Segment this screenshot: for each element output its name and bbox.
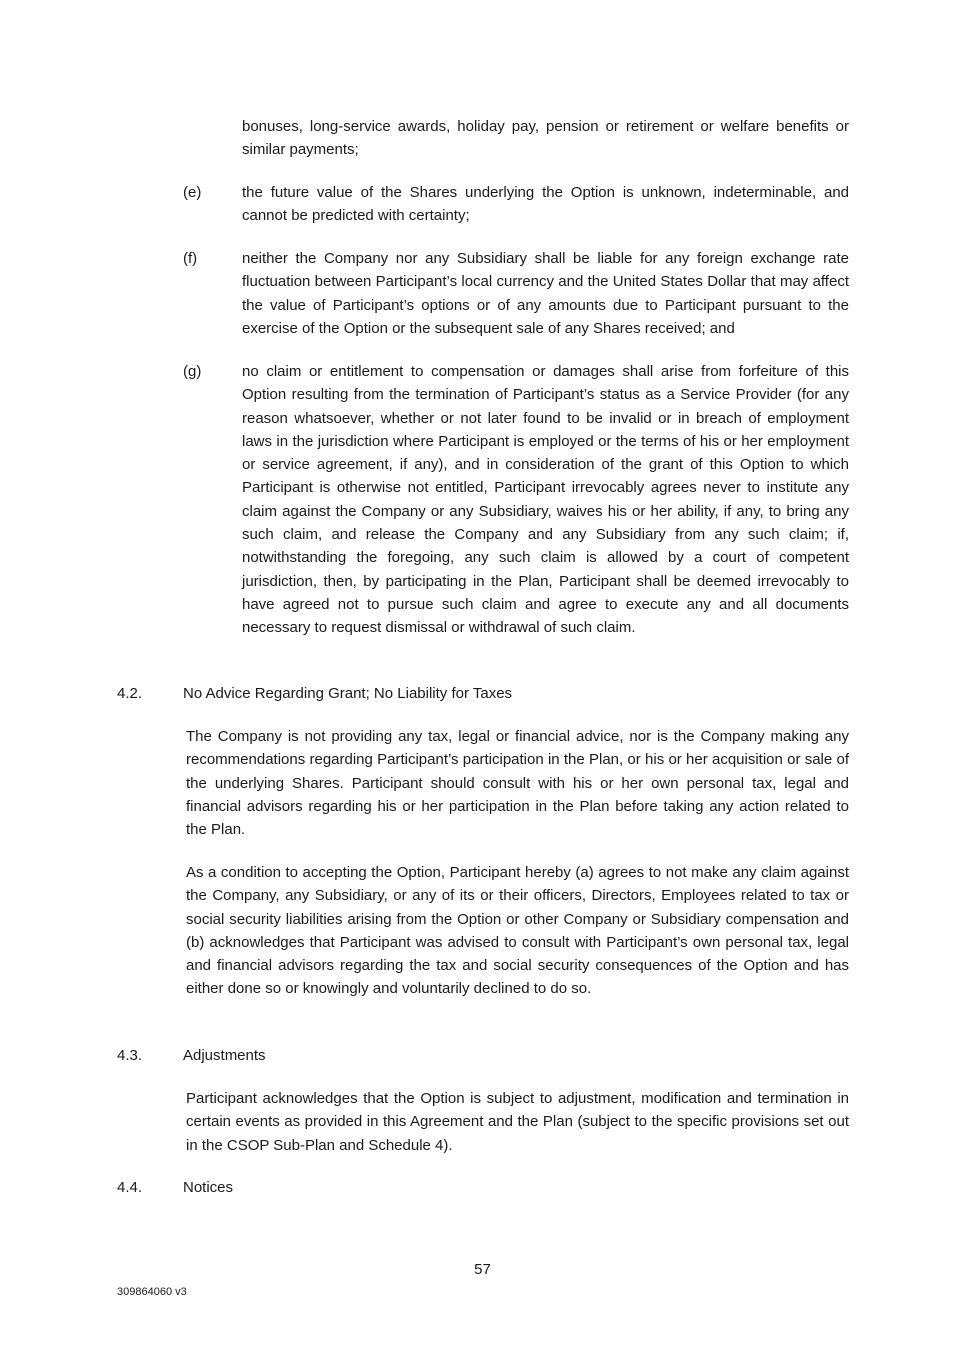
- section-title-4-2: No Advice Regarding Grant; No Liability for Taxes: [183, 685, 513, 702]
- page-number: 57: [474, 1261, 491, 1278]
- section-number-4-2: 4.2.: [117, 685, 143, 702]
- continuation-paragraph: bonuses, long-service awards, holiday pay, pension or retirement or welfare benefits or similar payments;: [242, 118, 849, 159]
- section-number-4-3: 4.3.: [117, 1047, 143, 1064]
- item-text-f: neither the Company nor any Subsidiary shall be liable for any foreign exchange rate fluctuation between Participant’s local currency and the United States Dollar that may affect the value of Participant’s options or of any amounts due to Participant pursuant to the exercise of the Option or the subsequent sale of any Shares received; and: [242, 250, 849, 337]
- item-marker-g: (g): [183, 363, 202, 380]
- item-text-e: the future value of the Shares underlying the Option is unknown, indeterminable, and cannot be predicted with certainty;: [242, 184, 849, 225]
- section-4-2-paragraph-1: The Company is not providing any tax, legal or financial advice, nor is the Company making any recommendations regarding Participant’s participation in the Plan, or his or her acquisition or sale of the underlying Shares. Participant should consult with his or her own personal tax, legal and financial advisors regarding his or her participation in the Plan before taking any action related to the Plan.: [186, 728, 849, 839]
- section-4-2-paragraph-2: As a condition to accepting the Option, Participant hereby (a) agrees to not make any claim against the Company, any Subsidiary, or any of its or their officers, Directors, Employees related to tax or social security liabilities arising from the Option or other Company or Subsidiary compensation and (b) acknowledges that Participant was advised to consult with Participant’s own personal tax, legal and financial advisors regarding the tax and social security consequences of the Option and has either done so or knowingly and voluntarily declined to do so.: [186, 864, 849, 998]
- section-title-4-4: Notices: [183, 1179, 234, 1196]
- item-marker-e: (e): [183, 184, 202, 201]
- section-title-4-3: Adjustments: [183, 1047, 266, 1064]
- item-marker-f: (f): [183, 250, 198, 267]
- section-4-3-paragraph-1: Participant acknowledges that the Option is subject to adjustment, modification and termination in certain events as provided in this Agreement and the Plan (subject to the specific provisions set out in the CSOP Sub-Plan and Schedule 4).: [186, 1090, 849, 1154]
- item-text-g: no claim or entitlement to compensation or damages shall arise from forfeiture of this Option resulting from the termination of Participant’s status as a Service Provider (for any reason whatsoever, whether or not later found to be invalid or in breach of employment laws in the jurisdiction where Participant is employed or the terms of his or her employment or service agreement, if any), and in consideration of the grant of this Option to which Participant is otherwise not entitled, Participant irrevocably agrees never to institute any claim against the Company or any Subsidiary, waives his or her ability, if any, to bring any such claim, and release the Company and any Subsidiary from any such claim; if, notwithstanding the foregoing, any such claim is allowed by a court of competent jurisdiction, then, by participating in the Plan, Participant shall be deemed irrevocably to have agreed not to pursue such claim and agree to execute any and all documents necessary to request dismissal or withdrawal of such claim.: [242, 363, 849, 637]
- document-reference: 309864060 v3: [117, 1286, 187, 1298]
- section-number-4-4: 4.4.: [117, 1179, 143, 1196]
